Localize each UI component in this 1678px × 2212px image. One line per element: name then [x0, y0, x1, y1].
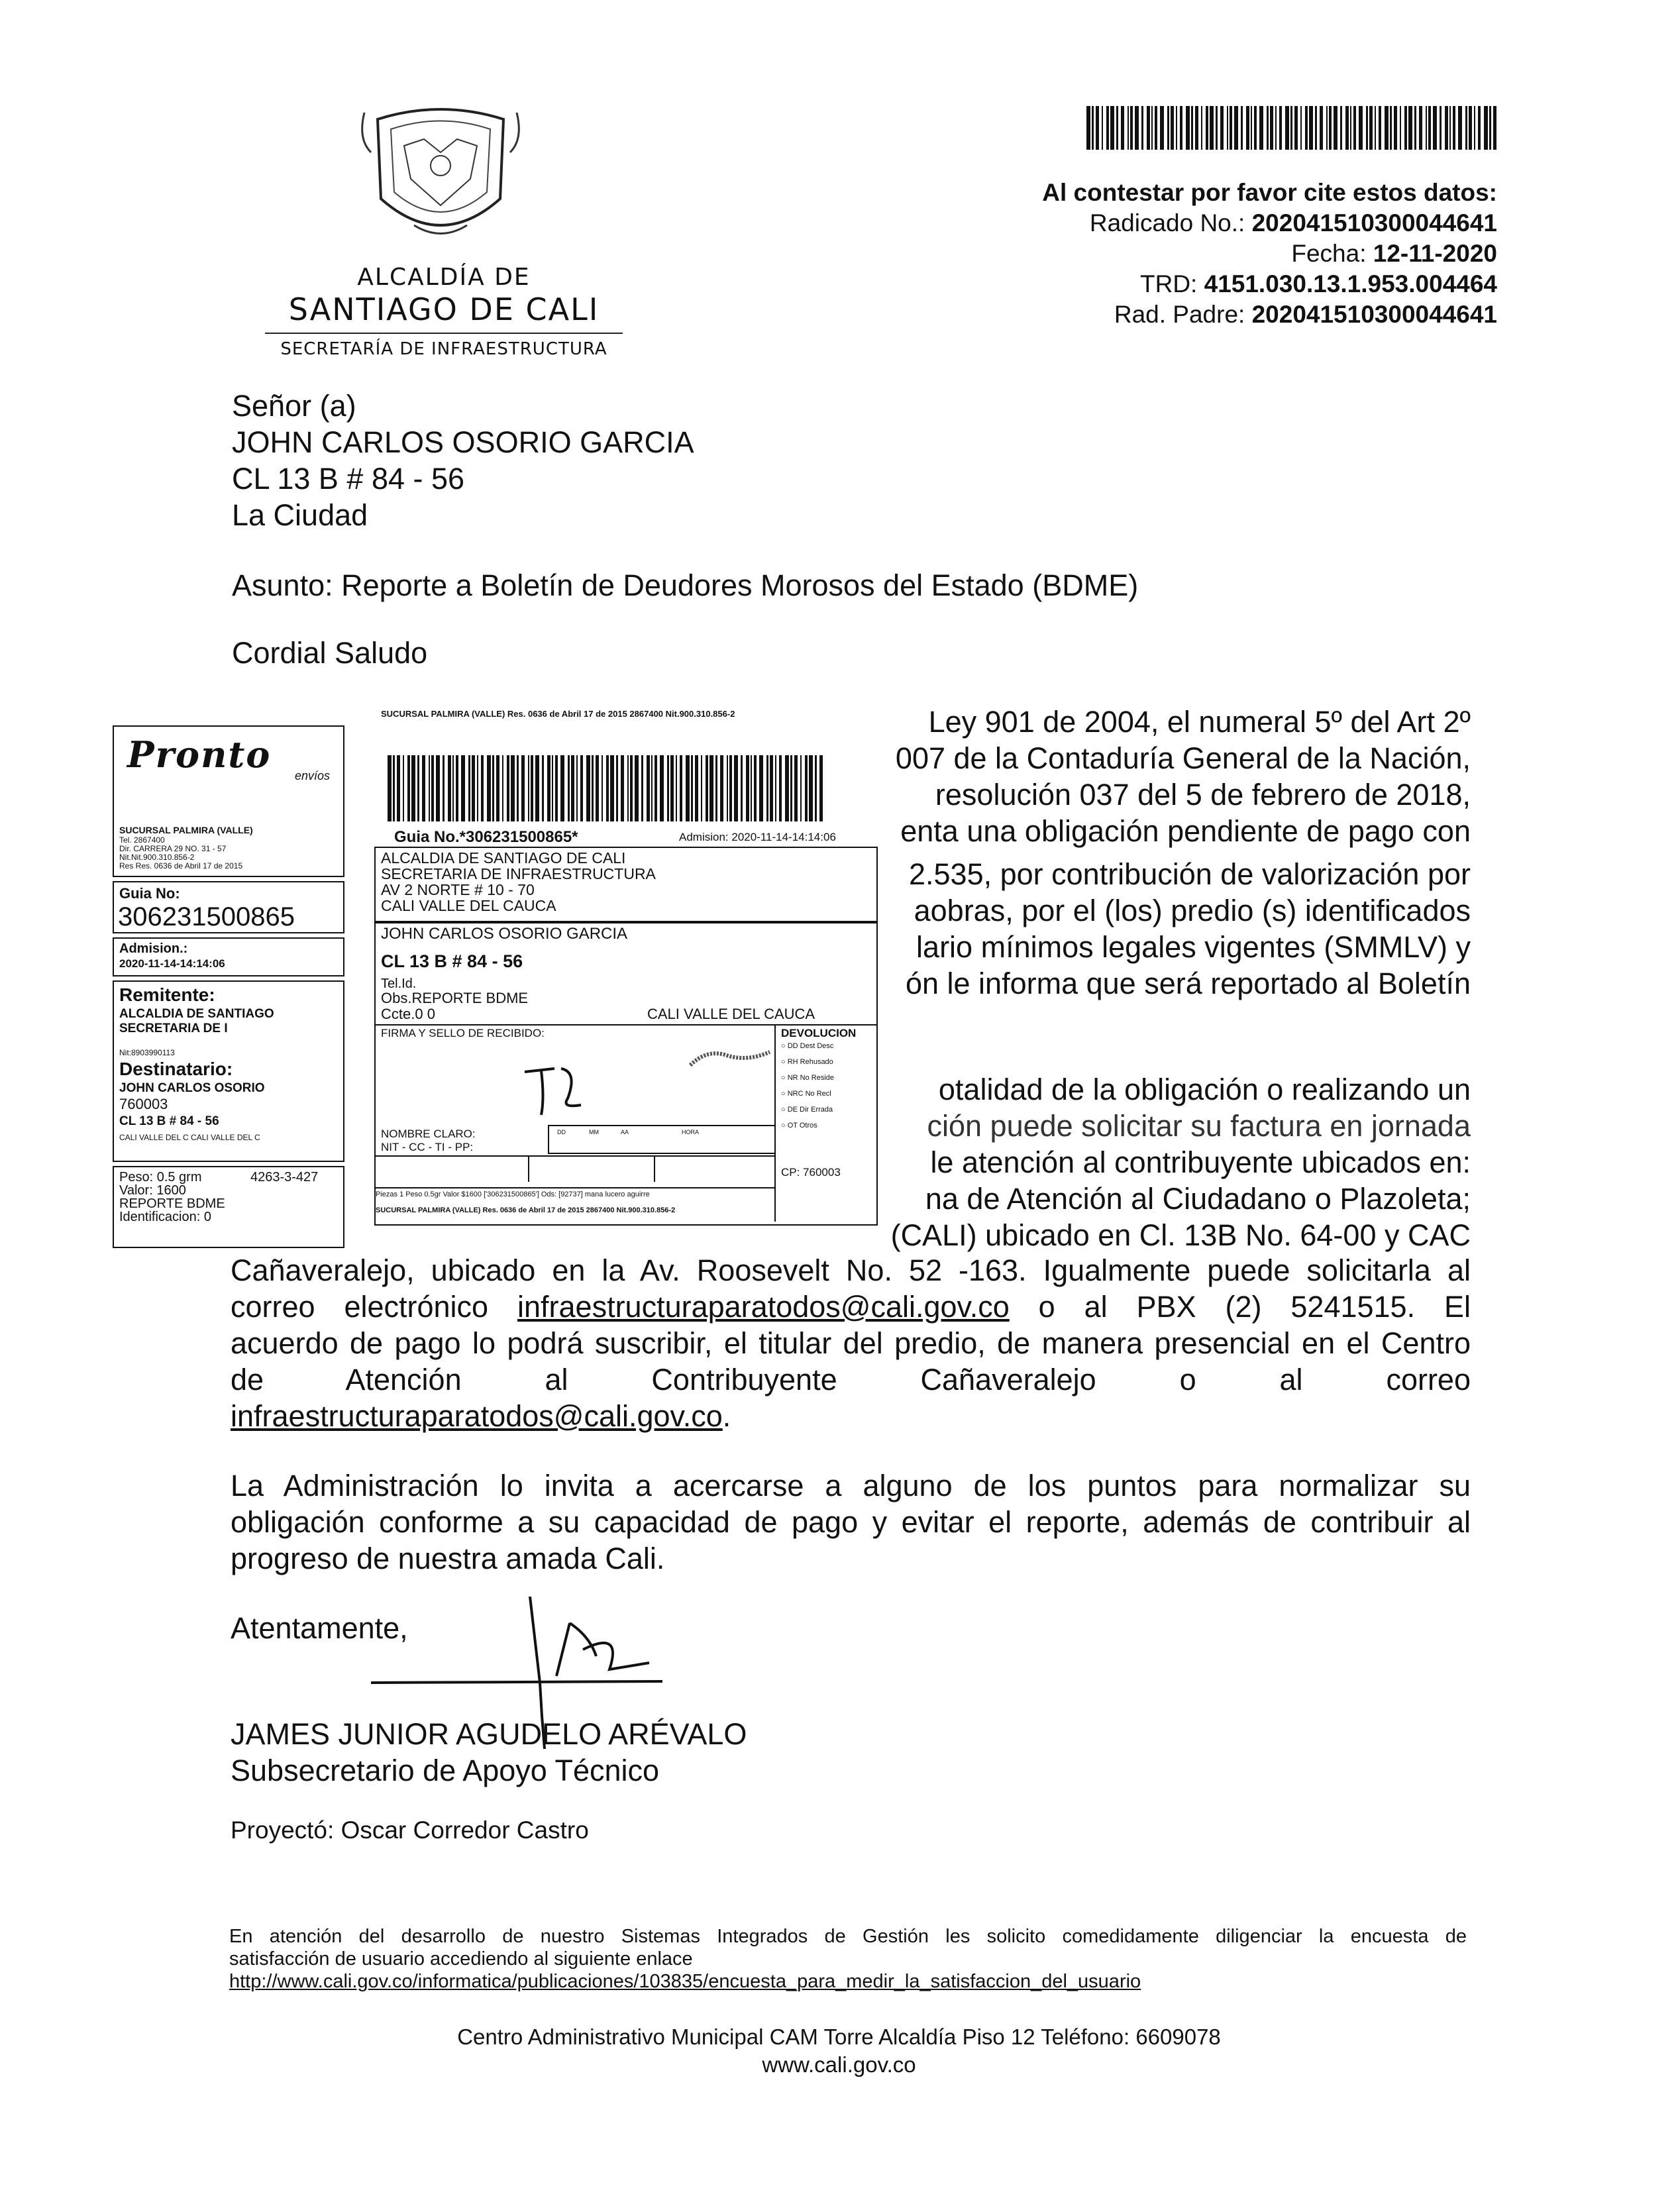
weight-box: Peso: 0.5 grm 4263-3-427 Valor: 1600 REPORTE BDME Identificacion: 0	[113, 1166, 344, 1248]
barcode-icon	[1086, 106, 1497, 150]
admision-box: Admision.: 2020-11-14-14:14:06	[113, 937, 344, 976]
closing: Atentamente,	[231, 1611, 408, 1645]
body-line: infraestructuraparatodos@cali.gov.co.	[231, 1399, 731, 1433]
guia-number: Guia No.*306231500865*	[394, 828, 578, 846]
guia-box: Guia No: 306231500865	[113, 881, 344, 933]
divider	[265, 333, 623, 334]
email-link[interactable]: infraestructuraparatodos@cali.gov.co	[517, 1290, 1010, 1324]
body-line: acuerdo de pago lo podrá suscribir, el titular del predio, de manera presencial en el Centro	[231, 1326, 1471, 1360]
org-line-2: SANTIAGO DE CALI	[288, 291, 600, 327]
body-line: otalidad de la obligación o realizando un	[938, 1073, 1471, 1106]
invite-line: progreso de nuestra amada Cali.	[231, 1542, 665, 1575]
subject: Asunto: Reporte a Boletín de Deudores Morosos del Estado (BDME)	[232, 568, 1139, 602]
sender-box: ALCALDIA DE SANTIAGO DE CALI SECRETARIA DE INFRAESTRUCTURA AV 2 NORTE # 10 - 70 CALI VALLE DEL CAUCA	[374, 847, 878, 922]
barcode-icon	[388, 755, 825, 821]
body-line: aobras, por el (los) predio (s) identificados	[914, 894, 1471, 927]
body-line: 007 de la Contaduría General de la Nación,	[895, 741, 1471, 775]
brand-box: Pronto envíos SUCURSAL PALMIRA (VALLE) Tel. 2867400 Dir. CARRERA 29 NO. 31 - 57 Nit.Nit.900.310.856-2 Res Res. 0636 de Abril 17 de 2015	[113, 725, 344, 877]
brand-logo: Pronto	[127, 733, 272, 776]
survey-line: En atención del desarrollo de nuestro Sistemas Integrados de Gestión les solicito comedidamente diligenciar la encuesta de	[229, 1926, 1467, 1947]
salutation: Señor (a)	[232, 389, 356, 423]
org-line-3: SECRETARÍA DE INFRAESTRUCTURA	[280, 339, 607, 359]
parties-box: Remitente: ALCALDIA DE SANTIAGO SECRETARIA DE I Nit:8903990113 Destinatario: JOHN CARLOS OSORIO 760003 CL 13 B # 84 - 56 CALI VALLE DEL C CALI VALLE DEL C	[113, 980, 344, 1162]
footer-address: Centro Administrativo Municipal CAM Torre Alcaldía Piso 12 Teléfono: 6609078	[457, 2025, 1221, 2049]
body-line: resolución 037 del 5 de febrero de 2018,	[935, 778, 1471, 812]
survey-link[interactable]: http://www.cali.gov.co/informatica/publicaciones/103835/encuesta_para_medir_la_satisfaccion_del_usuario	[229, 1971, 1141, 1992]
invite-line: obligación conforme a su capacidad de pago y evitar el reporte, además de contribuir al	[231, 1505, 1471, 1539]
cite-heading: Al contestar por favor cite estos datos:	[1042, 179, 1497, 206]
initials-signature	[521, 1059, 588, 1118]
addressee-city: La Ciudad	[232, 498, 368, 532]
signer-title: Subsecretario de Apoyo Técnico	[231, 1754, 660, 1787]
body-line: 2.535, por contribución de valorización por	[908, 857, 1471, 891]
body-line: Cañaveralejo, ubicado en la Av. Roosevelt No. 52 -163. Igualmente puede solicitarla al	[231, 1253, 1471, 1287]
body-line: ción puede solicitar su factura en jornada	[927, 1109, 1471, 1143]
body-line: ón le informa que será reportado al Boletín	[905, 967, 1471, 1000]
invite-line: La Administración lo invita a acercarse a alguno de los puntos para normalizar su	[231, 1469, 1471, 1502]
body-line: na de Atención al Ciudadano o Plazoleta;	[925, 1182, 1471, 1216]
signer-name: JAMES JUNIOR AGUDELO ARÉVALO	[231, 1717, 747, 1751]
projected-by: Proyectó: Oscar Corredor Castro	[231, 1817, 589, 1844]
body-line: enta una obligación pendiente de pago con	[900, 814, 1471, 848]
fecha: Fecha: 12-11-2020	[1291, 240, 1497, 267]
body-line: Ley 901 de 2004, el numeral 5º del Art 2º	[928, 705, 1471, 739]
recipient-box: JOHN CARLOS OSORIO GARCIA CL 13 B # 84 - 56 Tel.Id. Obs.REPORTE BDME Ccte.0 0 CALI VALLE DEL CAUCA	[374, 922, 878, 1051]
email-link[interactable]: infraestructuraparatodos@cali.gov.co	[231, 1399, 723, 1433]
receipt-box: FIRMA Y SELLO DE RECIBIDO: DEVOLUCION ○ DD Dest Desc ○ RH Rehusado ○ NR No Reside ○ NRC No Recl ○ DE Dir Errada ○ OT Otros NOMBRE CLARO: NIT - CC - TI - PP: DD MM AA HORA CP: 760003 Piezas 1 Peso 0.5gr Valor $1600 ['306231500865'] Ods: [92737] mana lucero aguirre SUCURSAL PALMIRA (VALLE) Res. 0636 de Abril 17 de 2015 2867400 Nit.900.310.856-2	[374, 1024, 878, 1226]
greeting: Cordial Saludo	[232, 636, 428, 670]
trd: TRD: 4151.030.13.1.953.004464	[1140, 270, 1497, 297]
addressee-address: CL 13 B # 84 - 56	[232, 462, 465, 496]
addressee-name: JOHN CARLOS OSORIO GARCIA	[232, 425, 694, 459]
body-line: de Atención al Contribuyente Cañaveralejo o al correo	[231, 1363, 1471, 1396]
guia-number: 306231500865	[118, 902, 295, 931]
body-line: lario mínimos legales vigentes (SMMLV) y	[916, 930, 1471, 964]
footer-web: www.cali.gov.co	[762, 2052, 916, 2077]
radicado: Radicado No.: 202041510300044641	[1089, 209, 1497, 237]
survey-line: satisfacción de usuario accediendo al siguiente enlace	[229, 1948, 693, 1970]
body-line: le atención al contribuyente ubicados en:	[930, 1145, 1471, 1179]
coat-of-arms-icon	[351, 99, 530, 252]
stamp-icon	[687, 1045, 773, 1072]
body-line: (CALI) ubicado en Cl. 13B No. 64-00 y CAC	[890, 1218, 1471, 1252]
body-line: correo electrónico infraestructuraparatodos@cali.gov.co o al PBX (2) 5241515. El	[231, 1290, 1471, 1324]
rad-padre: Rad. Padre: 202041510300044641	[1114, 301, 1497, 328]
org-line-1: ALCALDÍA DE	[357, 264, 531, 291]
shipping-guide: SUCURSAL PALMIRA (VALLE) Res. 0636 de Abril 17 de 2015 2867400 Nit.900.310.856-2 Guia No.*306231500865* Admision: 2020-11-14-14:14:06 ALCALDIA DE SANTIAGO DE CALI SECRETARIA DE INFRAESTRUCTURA AV 2 NORTE # 10 - 70 CALI VALLE DEL CAUCA JOHN CARLOS OSORIO GARCIA CL 13 B # 84 - 56 Tel.Id. Obs.REPORTE BDME Ccte.0 0 CALI VALLE DEL CAUCA FIRMA Y SELLO DE RECIBIDO: DEVOLUCION ○ DD Dest Desc ○ RH Rehusado ○ NR No Reside ○ NRC No Recl ○ DE Dir Errada ○ OT Otros NOMBRE CLARO: NIT - CC - TI - PP: DD MM AA HORA CP: 760003 Piezas 1 Peso 0.5gr Valor $1600 ['306231500865'] Ods: [92737] mana lucero aguirre SUCURSAL PALMIRA (VALLE) Res. 0636 de Abril 17 de 2015 2867400 Nit.900.310.856-2	[361, 689, 884, 1236]
shipping-label-stub	[86, 689, 348, 1245]
